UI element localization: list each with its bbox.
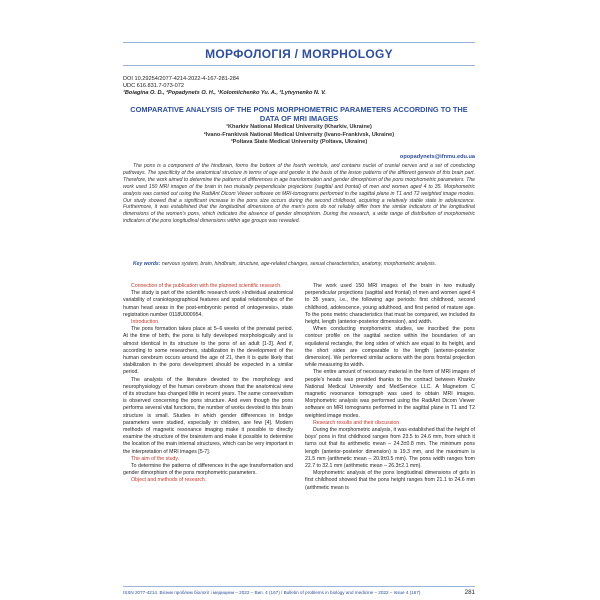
contact-email[interactable]: opopadynets@ifnmu.edu.ua xyxy=(399,154,475,160)
affiliation-3: ³Poltava State Medical University (Poltava, Ukraine) xyxy=(230,139,368,146)
page-footer xyxy=(123,586,475,597)
paragraph: The work used 150 MRI images of the brain in two mutually perpendicular projections (sagittal and frontal) of men and women aged 4 to 35 years, i.e., the following age periods: first childhood, second childhood, adolescence, young adulthood, and first period of mature age. To the pons metric characteristics that must be compared, we included its height, length (anterior-posterior dimension), and width. xyxy=(305,283,475,326)
affiliations xyxy=(123,124,475,147)
section-heading: Research results and their discussion. xyxy=(313,419,401,426)
section-heading: The aim of the study. xyxy=(131,455,180,462)
section-heading: Object and methods of research. xyxy=(131,477,207,484)
section-title: МОРФОЛОГІЯ / MORPHOLOGY xyxy=(205,47,393,61)
paragraph: To determine the patterns of differences in the age transformation and gender dimorphism of the pons morphometric parameters. xyxy=(123,463,293,477)
paragraph: The entire amount of necessary material in the form of MRI images of people's heads was provided thanks to the contract between Kharkiv National Medical University and MedService LLC. A Magnetom C magnetic resonance tomograph was used to obtain MRI images. Morphometric analysis was performed using the RadiAnt Dicom Viewer software on MRI tomograms performed in the sagittal plane in T1 and T2 weighted image modes. xyxy=(305,369,475,419)
paragraph: The study is part of the scientific research work «Individual anatomical variability of craniotopographical features and spatial relationships of the human head areas in the post-embryonic period of ontogenesis», state registration number 0118U000954. xyxy=(123,290,293,318)
section-heading: Introduction. xyxy=(131,319,160,326)
footer-journal: ISSN 2077-4214. Вісник проблем біології і медицини – 2022 – Вип. 4 (167) / Bulletin of problems in biology and medicine – 2022 – Issue 4 (167) xyxy=(123,589,421,595)
paragraph: Morphometric analysis of the pons longitudinal dimensions of girls in first childhood showed that the pons height ranges from 21.1 to 24.6 mm (arithmetic mean is xyxy=(305,470,475,491)
section-header xyxy=(123,42,475,66)
doi[interactable]: DOI 10.29254/2077-4214-2022-4-167-281-284 xyxy=(123,76,240,82)
article-meta xyxy=(123,76,326,98)
article-title: COMPARATIVE ANALYSIS OF THE PONS MORPHOMETRIC PARAMETERS ACCORDING TO THE DATA OF MRI IMAGES xyxy=(130,105,468,123)
body-column-right xyxy=(305,283,475,492)
authors: ¹Boiagina O. D., ²Popadynets O. H., ¹Kolomiichenko Yu. A., ³Lytvynenko N. V. xyxy=(123,90,326,97)
body-column-left xyxy=(123,283,293,485)
paragraph: When conducting morphometric studies, we inscribed the pons contour profile on the sagittal section within the boundaries of an equilateral rectangle, the long sides of which are equal to its height, and the short sides are comparable to the length (anterior-posterior dimension). We performed similar actions with the pons frontal projection while measuring its width. xyxy=(305,326,475,369)
paragraph: The pons formation takes place at 5–6 weeks of the prenatal period. At the time of birth, the pons is fully developed morphologically and is almost identical in its structure to the pons of an adult [1-3]. And if, according to some researchers, stabilization in the development of the human cerebrum occurs around the age of 21, then it is quite likely that stabilization in the pons development should be expected in a similar period. xyxy=(123,326,293,376)
keywords-label: Key words: xyxy=(133,261,161,267)
affiliation-2: ²Ivano-Frankivsk National Medical University (Ivano-Frankivsk, Ukraine) xyxy=(203,131,395,138)
abstract: The pons is a component of the hindbrain, forms the bottom of the fourth ventricle, and contains nuclei of cranial nerves and a set of conducting pathways. The specificity of the anatomical structure in terms of age and gender is the basis of the lesion patterns of the different genesis of this brain part. Therefore, the work aimed to determine the patterns of differences in age transformation and gender dimorphism of the pons morphometric parameters. The work used 150 MRI images of the brain in two mutually perpendicular projections (sagittal and frontal) of men and women aged 4 to 35. Morphometric analysis was carried out using the RadiAnt Dicom Viewer software on MRI-tomograms performed in the sagittal plane in T1 and T2 weighted image modes. Our study showed that a significant increase in the pons size occurs during the second childhood, acquiring a relatively stable state in adolescence. Furthermore, it was established that the longitudinal dimensions of the men's pons do not reliably differ from the similar indicators of the longitudinal dimensions of the women's pons, which indicates the absence of gender dimorphism. During the research, a wide range of distribution of morphometric indicators of the pons longitudinal dimensions within age groups was revealed. xyxy=(123,163,475,225)
paragraph: During the morphometric analysis, it was established that the height of boys' pons in first childhood ranges from 23.5 to 24.6 mm, from which it turns out that its arithmetic mean – 24.3±0.8 mm. The minimum pons length (anterior-posterior dimension) is 19.3 mm, and the maximum is 21.5 mm (arithmetic mean – 20.9±0.5 mm). The pons width ranges from 22.7 to 32.1 mm (arithmetic mean – 26.3±2.1 mm). xyxy=(305,427,475,470)
keywords xyxy=(123,261,475,268)
affiliation-1: ¹Kharkiv National Medical University (Kharkiv, Ukraine) xyxy=(226,124,372,130)
keywords-text: nervous system, brain, hindbrain, structure, age-related changes, sexual characteristics, anatomy, morphometric analysis. xyxy=(161,261,437,267)
paragraph: The analysis of the literature devoted to the morphology and neurophysiology of the human cerebrum shows that the anatomical view of its structure has changed little in recent years. The same conservatism is observed concerning the pons structure. And even though the pons performs several vital functions, the number of works devoted to this brain structure is small. Studies in which gender differences in bridge parameters were studied, especially in children, are few [4]. Modern methods of magnetic resonance imaging make it possible to directly examine the structure of the brainstem and make it possible to determine the location of the main internal structures, which can be very important in the interpretation of MRI images [5-7]. xyxy=(123,376,293,455)
page-number: 281 xyxy=(464,588,475,596)
udc: UDC 616.831.7-073-072 xyxy=(123,83,184,90)
section-heading: Connection of the publication with the planned scientific research. xyxy=(131,283,282,289)
